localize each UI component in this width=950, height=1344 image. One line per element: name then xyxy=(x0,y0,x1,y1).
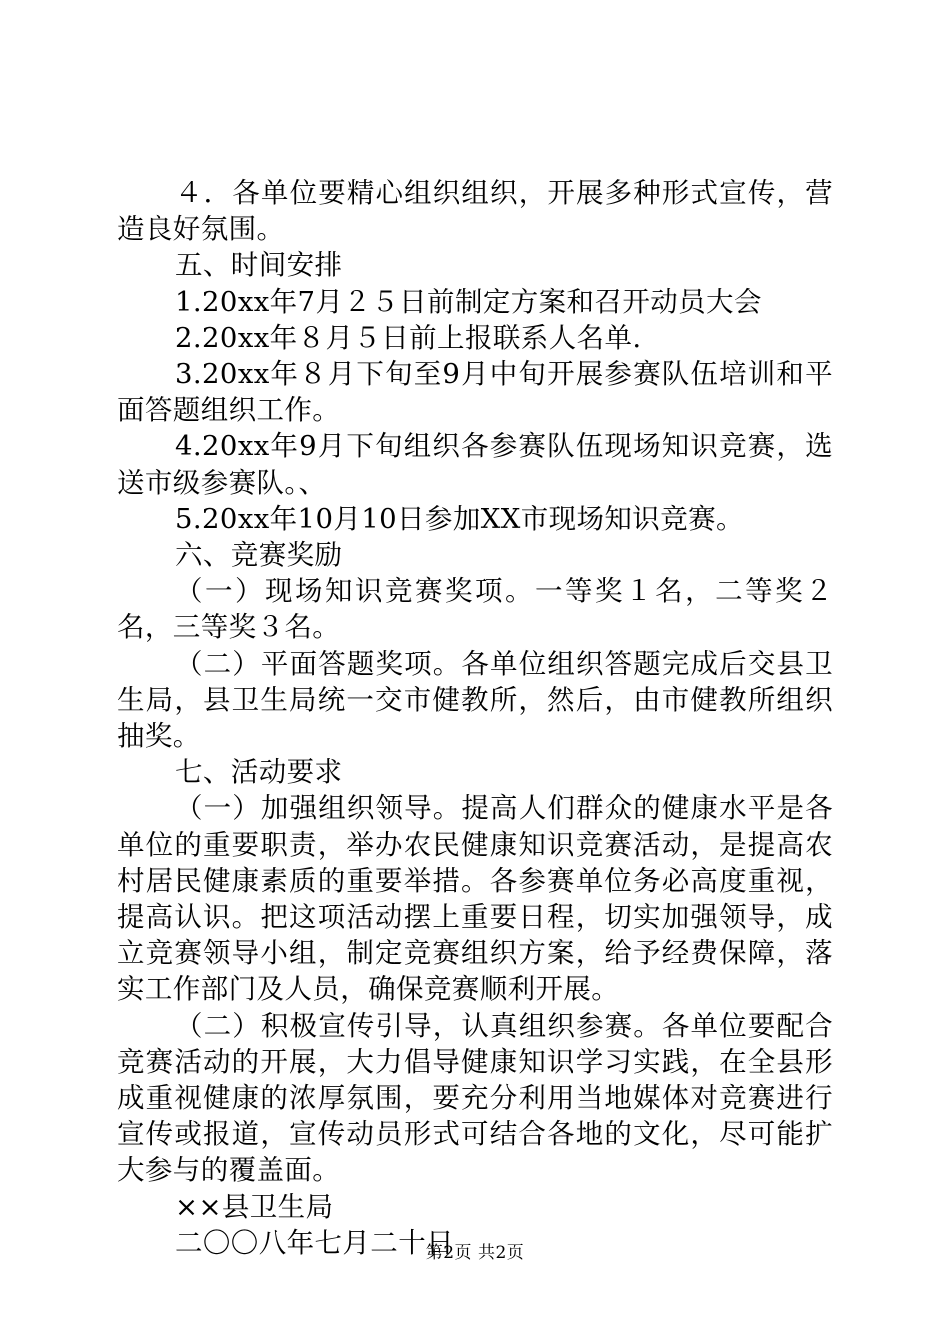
document-body xyxy=(117,175,833,1261)
schedule-item-4: 4.20xx年9月下旬组织各参赛队伍现场知识竞赛，选送市级参赛队。、 xyxy=(117,430,833,499)
requirement-item-2: （二）积极宣传引导，认真组织参赛。各单位要配合竞赛活动的开展，大力倡导健康知识学习实践，在全县形成重视健康的浓厚氛围，要充分利用当地媒体对竞赛进行宣传或报道，宣传动员形式可结合各地的文化，尽可能扩大参与的覆盖面。 xyxy=(117,1009,833,1187)
schedule-item-3: 3.20xx年８月下旬至9月中旬开展参赛队伍培训和平面答题组织工作。 xyxy=(117,358,833,427)
section-heading-schedule: 五、时间安排 xyxy=(175,249,343,282)
paragraph-publicity-requirement: ４．各单位要精心组织组织，开展多种形式宣传，营造良好氛围。 xyxy=(117,177,833,246)
issue-date: 二〇〇八年七月二十日 xyxy=(175,1226,454,1259)
schedule-item-2: 2.20xx年８月５日前上报联系人名单. xyxy=(175,321,642,354)
schedule-item-5: 5.20xx年10月10日参加XX市现场知识竞赛。 xyxy=(175,502,744,535)
section-heading-awards: 六、竞赛奖励 xyxy=(175,539,343,572)
requirement-item-1: （一）加强组织领导。提高人们群众的健康水平是各单位的重要职责，举办农民健康知识竞赛活动，是提高农村居民健康素质的重要举措。各参赛单位务必高度重视，提高认识。把这项活动摆上重要日程，切实加强领导，成立竞赛领导小组，制定竞赛组织方案，给予经费保障，落实工作部门及人员，确保竞赛顺利开展。 xyxy=(117,792,833,1006)
award-item-1: （一）现场知识竞赛奖项。一等奖１名，二等奖２名，三等奖３名。 xyxy=(117,575,833,644)
section-heading-requirements: 七、活动要求 xyxy=(175,756,343,789)
award-item-2: （二）平面答题奖项。各单位组织答题完成后交县卫生局，县卫生局统一交市健教所，然后，由市健教所组织抽奖。 xyxy=(117,647,833,753)
schedule-item-1: 1.20xx年7月２５日前制定方案和召开动员大会 xyxy=(175,285,762,318)
issuing-authority: ××县卫生局 xyxy=(175,1190,334,1223)
page-footer: 第2页 共2页 xyxy=(425,1243,525,1263)
